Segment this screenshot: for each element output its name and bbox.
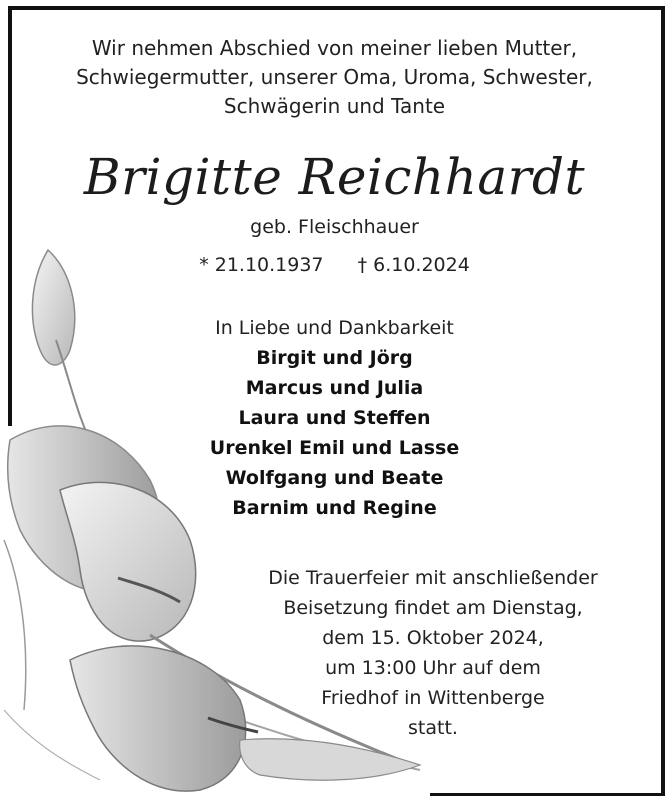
life-dates: [0, 254, 669, 276]
intro-line: Schwägerin und Tante: [223, 94, 446, 118]
birth-date: * 21.10.1937: [199, 254, 324, 276]
deceased-name: Brigitte Reichhardt: [83, 148, 586, 206]
mourner-name: Barnim und Regine: [232, 497, 437, 519]
service-line: dem 15. Oktober 2024,: [322, 627, 544, 649]
mourner-name: Marcus und Julia: [245, 377, 424, 399]
frame-border-bottom: [430, 793, 665, 796]
mourners-list: [0, 313, 669, 523]
mourners-intro: In Liebe und Dankbarkeit: [215, 317, 454, 339]
service-line: Friedhof in Wittenberge: [321, 687, 545, 709]
death-date: † 6.10.2024: [357, 254, 470, 276]
mourner-name: Birgit und Jörg: [256, 347, 413, 369]
intro-line: Schwiegermutter, unserer Oma, Uroma, Schwester,: [76, 65, 593, 89]
service-line: Die Trauerfeier mit anschließender: [268, 567, 598, 589]
service-line: statt.: [408, 717, 458, 739]
service-line: um 13:00 Uhr auf dem: [325, 657, 541, 679]
maiden-name: geb. Fleischhauer: [250, 216, 419, 238]
funeral-service-info: [233, 563, 633, 743]
mourner-name: Laura und Steffen: [238, 407, 431, 429]
intro-line: Wir nehmen Abschied von meiner lieben Mutter,: [91, 36, 578, 60]
frame-border-top: [8, 6, 665, 10]
service-line: Beisetzung findet am Dienstag,: [283, 597, 583, 619]
intro-text: [0, 34, 669, 121]
mourner-name: Urenkel Emil und Lasse: [209, 437, 460, 459]
mourner-name: Wolfgang und Beate: [225, 467, 444, 489]
